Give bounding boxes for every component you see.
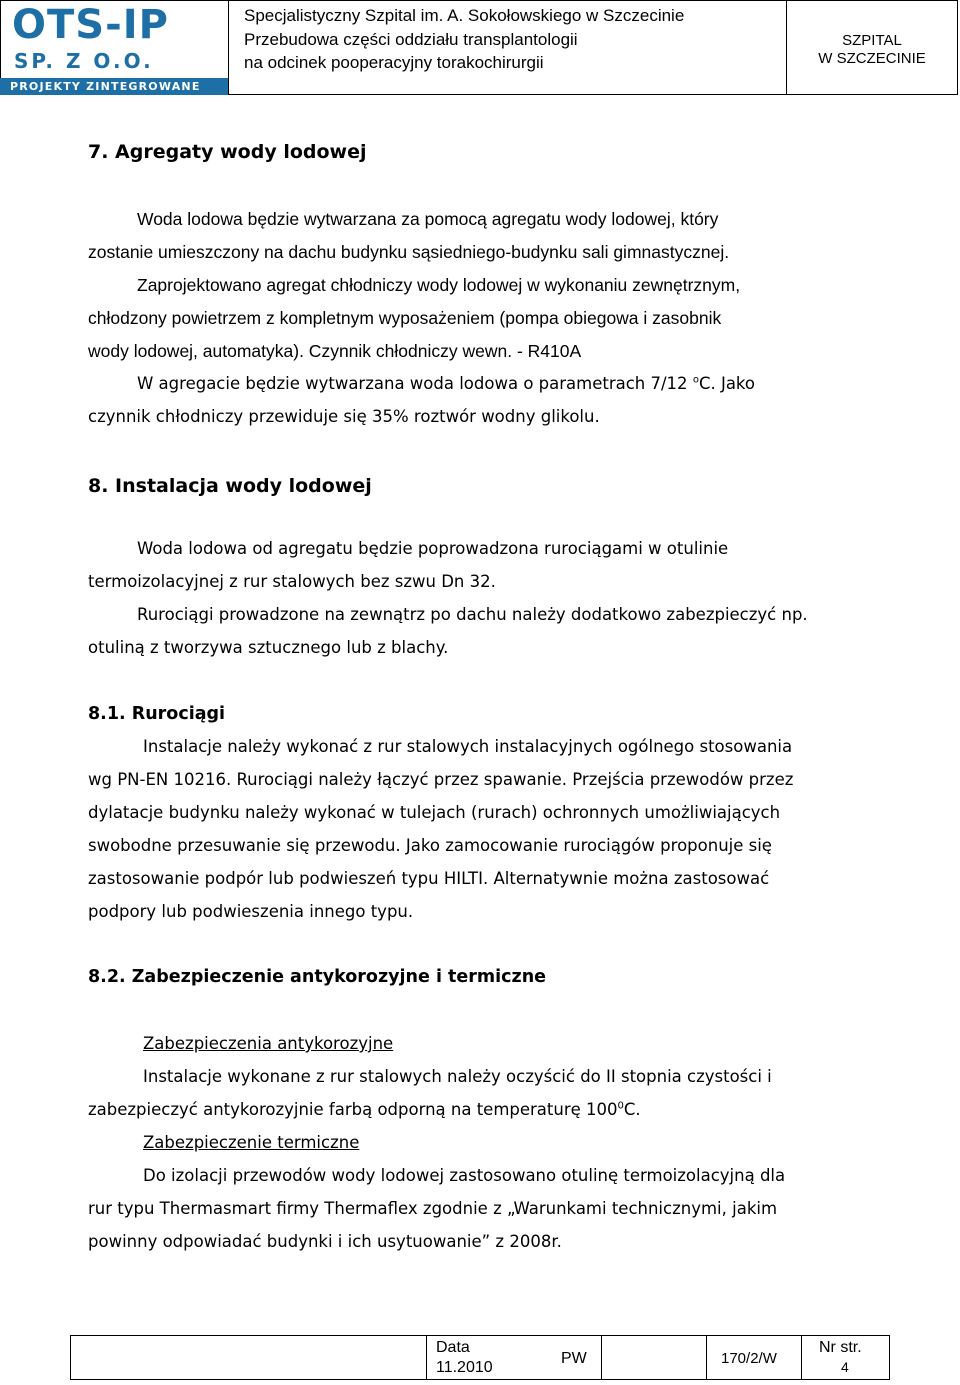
logo-tagline: PROJEKTY ZINTEGROWANE bbox=[10, 80, 201, 93]
header-client-line1: SZPITAL bbox=[842, 32, 902, 49]
footer-page-number: 4 bbox=[841, 1359, 849, 1375]
company-logo bbox=[0, 0, 228, 95]
paragraph-line: podpory lub podwieszenia innego typu. bbox=[88, 902, 414, 921]
degree-sign: o bbox=[692, 374, 699, 386]
text-segment: W agregacie będzie wytwarzana woda lodowa o parametrach 7/12 bbox=[137, 374, 688, 393]
text-segment: C. bbox=[623, 1100, 641, 1119]
footer-divider bbox=[801, 1336, 802, 1379]
footer-divider bbox=[601, 1336, 602, 1379]
paragraph-line: Instalacje wykonane z rur stalowych należy oczyścić do II stopnia czystości i bbox=[143, 1067, 772, 1086]
paragraph-line bbox=[137, 374, 755, 393]
footer-divider bbox=[426, 1336, 427, 1379]
paragraph-line: wg PN-EN 10216. Rurociągi należy łączyć przez spawanie. Przejścia przewodów przez bbox=[88, 770, 794, 789]
paragraph-line: chłodzony powietrzem z kompletnym wyposażeniem (pompa obiegowa i zasobnik bbox=[88, 308, 722, 328]
section-8-1-title: 8.1. Rurociągi bbox=[88, 704, 226, 724]
paragraph-line: Instalacje należy wykonać z rur stalowych instalacyjnych ogólnego stosowania bbox=[143, 737, 793, 756]
paragraph-line: Woda lodowa będzie wytwarzana za pomocą agregatu wody lodowej, który bbox=[137, 209, 719, 229]
section-7-title: 7. Agregaty wody lodowej bbox=[88, 141, 367, 163]
paragraph-line: otuliną z tworzywa sztucznego lub z blachy. bbox=[88, 638, 449, 657]
footer-date-value: 11.2010 bbox=[436, 1359, 493, 1376]
page-header bbox=[0, 0, 960, 97]
paragraph-line: Do izolacji przewodów wody lodowej zastosowano otulinę termoizolacyjną dla bbox=[143, 1166, 786, 1185]
text-segment: C. Jako bbox=[698, 374, 755, 393]
header-project-line1: Przebudowa części oddziału transplantologii bbox=[244, 30, 578, 49]
paragraph-line: rur typu Thermasmart firmy Thermaflex zgodnie z „Warunkami technicznymi, jakim bbox=[88, 1199, 778, 1218]
footer-page-label: Nr str. bbox=[819, 1339, 862, 1356]
header-divider bbox=[228, 0, 229, 95]
header-client-line2: W SZCZECINIE bbox=[818, 50, 926, 67]
text-segment: zabezpieczyć antykorozyjnie farbą odporną na temperaturę 100 bbox=[88, 1100, 618, 1119]
paragraph-line bbox=[88, 1100, 641, 1119]
footer-code: 170/2/W bbox=[721, 1350, 777, 1367]
paragraph-line: powinny odpowiadać budynki i ich usytuowanie” z 2008r. bbox=[88, 1232, 562, 1251]
section-8-2-title: 8.2. Zabezpieczenie antykorozyjne i termiczne bbox=[88, 967, 547, 987]
footer-divider bbox=[706, 1336, 707, 1379]
paragraph-line: swobodne przesuwanie się przewodu. Jako zamocowanie rurociągów proponuje się bbox=[88, 836, 772, 855]
subheading-thermal: Zabezpieczenie termiczne bbox=[143, 1133, 360, 1152]
logo-subtext: SP. Z O.O. bbox=[14, 49, 154, 73]
paragraph-line: dylatacje budynku należy wykonać w tulejach (rurach) ochronnych umożliwiających bbox=[88, 803, 781, 822]
paragraph-line: zastosowanie podpór lub podwieszeń typu HILTI. Alternatywnie można zastosować bbox=[88, 869, 770, 888]
paragraph-line: wody lodowej, automatyka). Czynnik chłodniczy wewn. - R410A bbox=[88, 341, 582, 361]
paragraph-line: Zaprojektowano agregat chłodniczy wody lodowej w wykonaniu zewnętrznym, bbox=[137, 275, 741, 295]
footer-pw: PW bbox=[561, 1350, 587, 1367]
header-hospital-name: Specjalistyczny Szpital im. A. Sokołowskiego w Szczecinie bbox=[244, 6, 685, 25]
header-project-line2: na odcinek pooperacyjny torakochirurgii bbox=[244, 53, 544, 72]
page-footer bbox=[70, 1335, 890, 1380]
logo-text: OTS-IP bbox=[12, 2, 169, 48]
degree-sign: 0 bbox=[617, 1100, 624, 1112]
paragraph-line: Woda lodowa od agregatu będzie poprowadzona rurociągami w otulinie bbox=[137, 539, 729, 558]
paragraph-line: zostanie umieszczony na dachu budynku sąsiedniego-budynku sali gimnastycznej. bbox=[88, 242, 730, 262]
paragraph-line: termoizolacyjnej z rur stalowych bez szwu Dn 32. bbox=[88, 572, 496, 591]
footer-date-label: Data bbox=[436, 1339, 470, 1356]
paragraph-line: czynnik chłodniczy przewiduje się 35% roztwór wodny glikolu. bbox=[88, 407, 600, 426]
section-8-title: 8. Instalacja wody lodowej bbox=[88, 475, 372, 497]
subheading-anticorrosion: Zabezpieczenia antykorozyjne bbox=[143, 1034, 394, 1053]
paragraph-line: Rurociągi prowadzone na zewnątrz po dachu należy dodatkowo zabezpieczyć np. bbox=[137, 605, 808, 624]
